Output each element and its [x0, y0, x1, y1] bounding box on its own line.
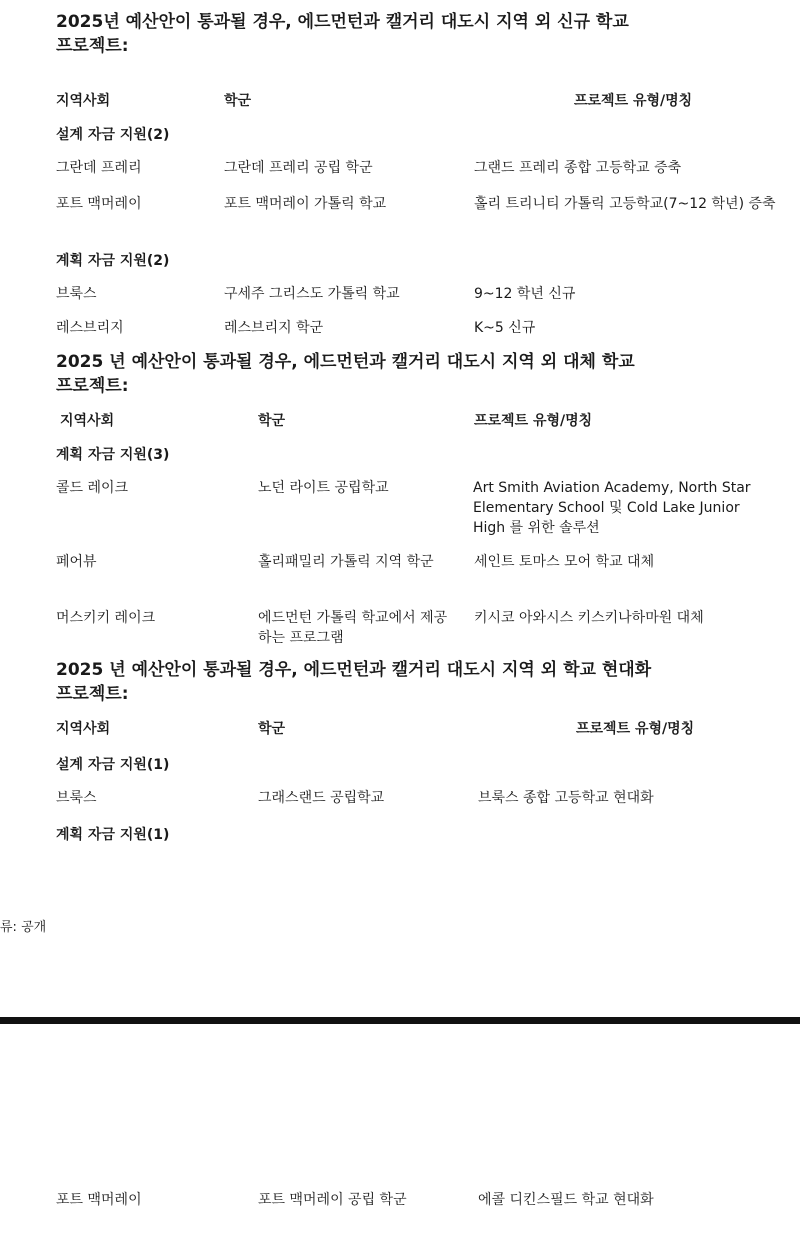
section-3-header-project: 프로젝트 유형/명칭 [576, 721, 695, 737]
table-row-division: 레스브리지 학군 [224, 320, 324, 336]
table-row-project: 에콜 디킨스필드 학교 현대화 [478, 1192, 654, 1208]
section-2-header-community: 지역사회 [60, 413, 115, 429]
table-row-community: 레스브리지 [56, 320, 124, 336]
section-3-header-community: 지역사회 [56, 721, 111, 737]
section-1-header-project: 프로젝트 유형/명칭 [574, 93, 693, 109]
table-row-community: 콜드 레이크 [56, 480, 129, 496]
table-row-project: Art Smith Aviation Academy, North Star Elementary School 및 Cold Lake Junior High 를 위한 솔루션 [473, 480, 751, 536]
table-row-project: 세인트 토마스 모어 학교 대체 [474, 554, 655, 570]
table-row-division: 그래스랜드 공립학교 [258, 790, 385, 806]
section-1-header-community: 지역사회 [56, 93, 111, 109]
table-row-division: 그란데 프레리 공립 학군 [224, 160, 373, 176]
table-row-division: 홀리패밀리 가톨릭 지역 학군 [258, 554, 434, 570]
page-divider [0, 1017, 800, 1024]
section-2-title-line2: 프로젝트: [56, 376, 129, 396]
table-row-community: 브룩스 [56, 790, 97, 806]
section-1-group-planning-funding: 계획 자금 지원(2) [56, 253, 170, 269]
section-1-header-division: 학군 [224, 93, 252, 109]
section-1-title-line2: 프로젝트: [56, 36, 129, 56]
section-3-group-planning-funding: 계획 자금 지원(1) [56, 827, 170, 843]
section-1-group-design-funding: 설계 자금 지원(2) [56, 127, 170, 143]
table-row-division: 포트 맥머레이 공립 학군 [258, 1192, 407, 1208]
section-3-title-line2: 프로젝트: [56, 684, 129, 704]
table-row-project: 브룩스 종합 고등학교 현대화 [478, 790, 654, 806]
section-2-header-division: 학군 [258, 413, 286, 429]
section-3-group-design-funding: 설계 자금 지원(1) [56, 757, 170, 773]
table-row-division: 포트 맥머레이 가톨릭 학교 [224, 196, 387, 212]
section-3-title-line1: 2025 년 예산안이 통과될 경우, 에드먼턴과 캘거리 대도시 지역 외 학교 현대화 [56, 660, 652, 680]
table-row-division: 노던 라이트 공립학교 [258, 480, 389, 496]
classification-label: 류: 공개 [0, 920, 47, 935]
section-1-title-line1: 2025년 예산안이 통과될 경우, 에드먼턴과 캘거리 대도시 지역 외 신규 학교 [56, 12, 629, 32]
table-row-project: K~5 신규 [474, 320, 536, 336]
table-row-community: 그란데 프레리 [56, 160, 142, 176]
section-3-header-division: 학군 [258, 721, 286, 737]
section-2-header-project: 프로젝트 유형/명칭 [474, 413, 593, 429]
table-row-project: 홀리 트리니티 가톨릭 고등학교(7~12 학년) 증축 [474, 196, 776, 212]
table-row-community: 포트 맥머레이 [56, 1192, 142, 1208]
table-row-community: 브룩스 [56, 286, 97, 302]
table-row-community: 포트 맥머레이 [56, 196, 142, 212]
table-row-project: 키시코 아와시스 키스키나하마원 대체 [474, 610, 704, 626]
section-2-title-line1: 2025 년 예산안이 통과될 경우, 에드먼턴과 캘거리 대도시 지역 외 대체 학교 [56, 352, 635, 372]
table-row-project: 9~12 학년 신규 [474, 286, 576, 302]
section-2-group-planning-funding: 계획 자금 지원(3) [56, 447, 170, 463]
table-row-project: 그랜드 프레리 종합 고등학교 증축 [474, 160, 682, 176]
table-row-community: 페어뷰 [56, 554, 97, 570]
table-row-division: 에드먼턴 가톨릭 학교에서 제공하는 프로그램 [258, 610, 448, 646]
table-row-division: 구세주 그리스도 가톨릭 학교 [224, 286, 400, 302]
table-row-community: 머스키키 레이크 [56, 610, 156, 626]
